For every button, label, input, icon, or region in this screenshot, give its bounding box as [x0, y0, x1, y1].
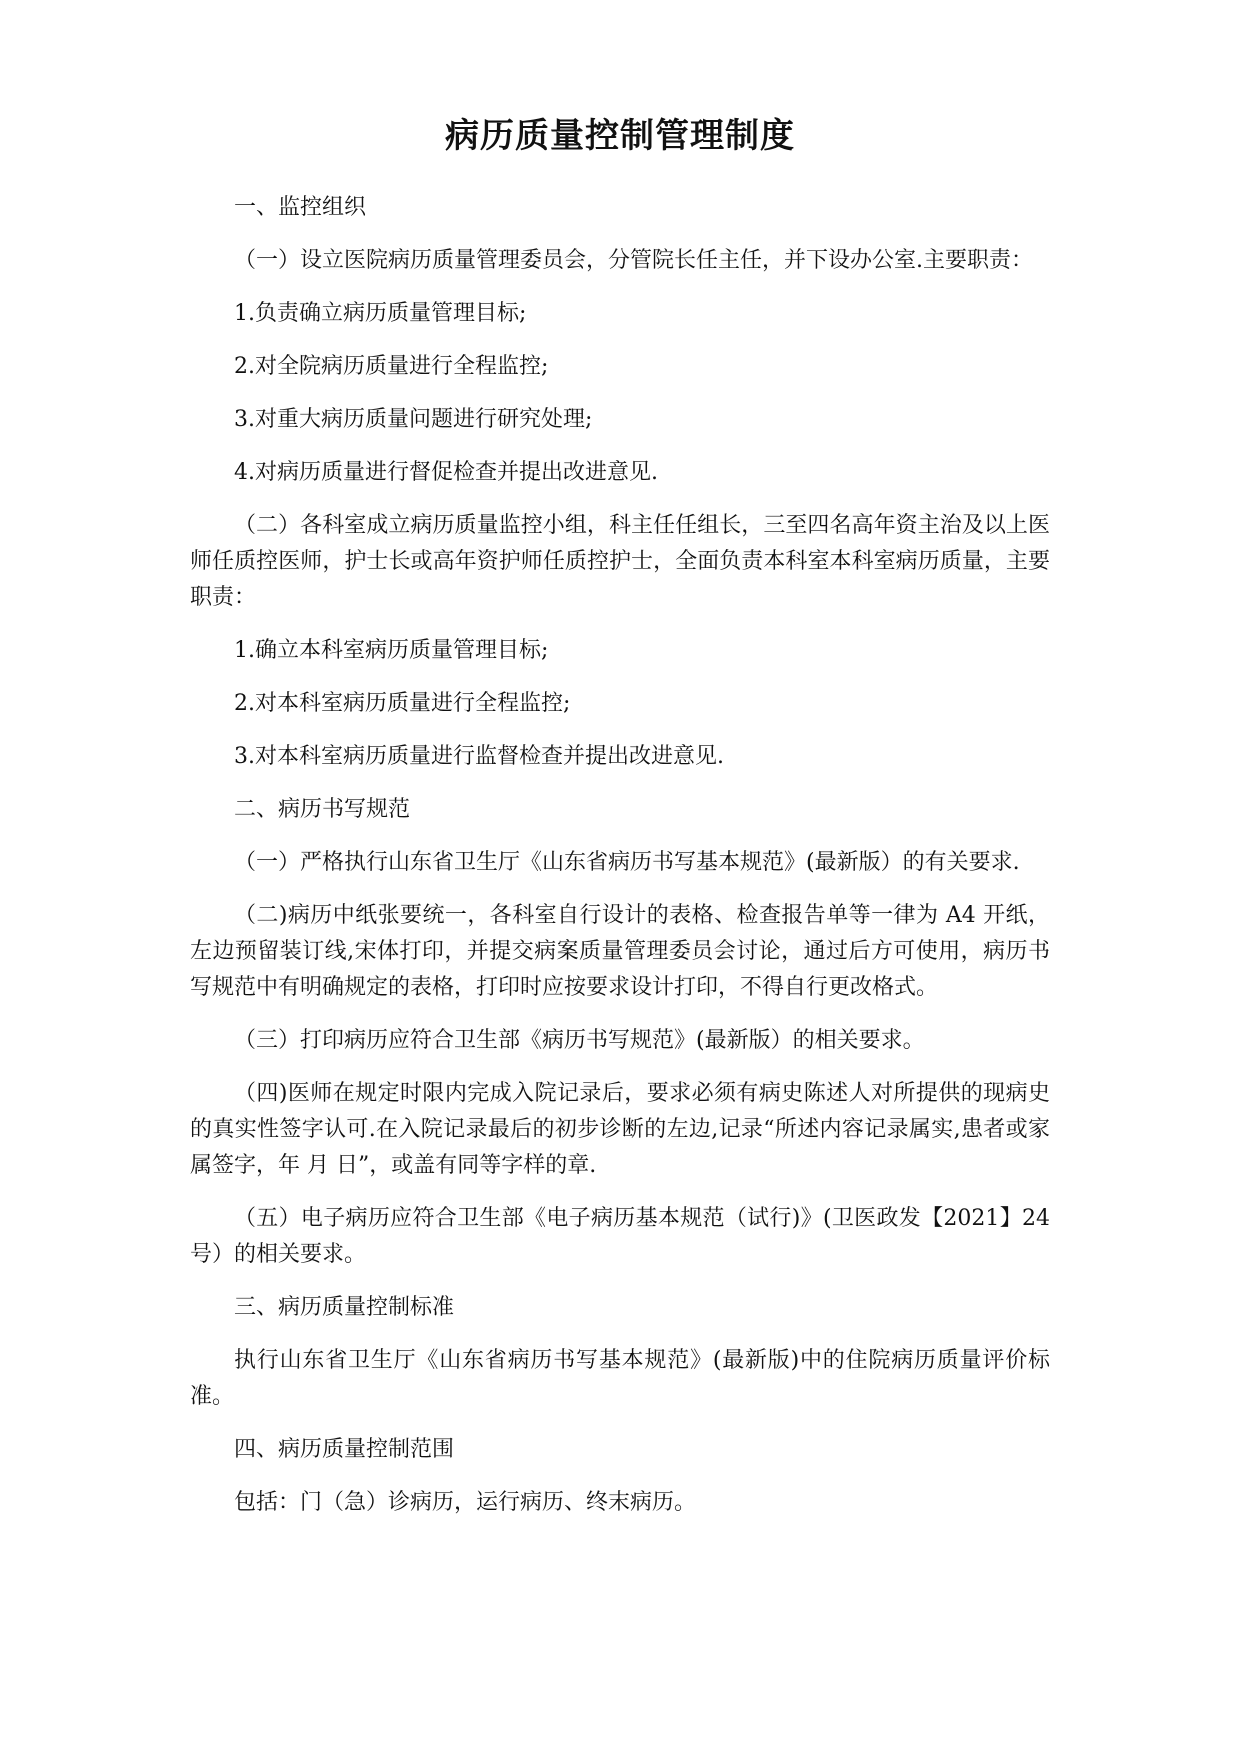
section-heading-quality-standards: 三、病历质量控制标准 — [234, 1295, 455, 1320]
paragraph: （三）打印病历应符合卫生部《病历书写规范》(最新版）的相关要求。 — [234, 1028, 925, 1053]
list-item: 2.对全院病历质量进行全程监控; — [234, 354, 549, 379]
document-title: 病历质量控制管理制度 — [445, 116, 795, 156]
list-item: 1.负责确立病历质量管理目标; — [234, 301, 527, 326]
list-item: 4.对病历质量进行督促检查并提出改进意见. — [234, 460, 658, 485]
paragraph: （一）严格执行山东省卫生厅《山东省病历书写基本规范》(最新版）的有关要求. — [234, 850, 1020, 875]
paragraph: （一）设立医院病历质量管理委员会，分管院长任主任，并下设办公室.主要职责： — [234, 248, 1033, 273]
paragraph: （五）电子病历应符合卫生部《电子病历基本规范（试行)》(卫医政发【2021】24 号）的相关要求。 — [190, 1206, 1050, 1267]
list-item: 3.对本科室病历质量进行监督检查并提出改进意见. — [234, 744, 724, 769]
list-item: 1.确立本科室病历质量管理目标; — [234, 638, 549, 663]
paragraph: （四)医师在规定时限内完成入院记录后，要求必须有病史陈述人对所提供的现病史的真实性签字认可.在入院记录最后的初步诊断的左边,记录“所述内容记录属实,患者或家属签字，年 月 日”，或盖有同等字样的章. — [190, 1081, 1050, 1178]
section-heading-quality-scope: 四、病历质量控制范围 — [234, 1437, 455, 1462]
paragraph: 执行山东省卫生厅《山东省病历书写基本规范》(最新版)中的住院病历质量评价标准。 — [190, 1348, 1050, 1409]
paragraph: 包括：门（急）诊病历，运行病历、终末病历。 — [234, 1490, 697, 1515]
list-item: 2.对本科室病历质量进行全程监控; — [234, 691, 571, 716]
list-item: 3.对重大病历质量问题进行研究处理; — [234, 407, 593, 432]
document-page — [190, 112, 1050, 1538]
section-heading-writing-standards: 二、病历书写规范 — [234, 797, 411, 822]
paragraph: （二)病历中纸张要统一，各科室自行设计的表格、检查报告单等一律为 A4 开纸，左边预留装订线,宋体打印，并提交病案质量管理委员会讨论，通过后方可使用，病历书写规范中有明确规定的表格，打印时应按要求设计打印，不得自行更改格式。 — [190, 903, 1050, 1000]
paragraph: （二）各科室成立病历质量监控小组，科主任任组长，三至四名高年资主治及以上医师任质控医师，护士长或高年资护师任质控护士，全面负责本科室本科室病历质量，主要职责： — [190, 513, 1050, 610]
section-heading-monitoring-organization: 一、监控组织 — [234, 195, 367, 220]
